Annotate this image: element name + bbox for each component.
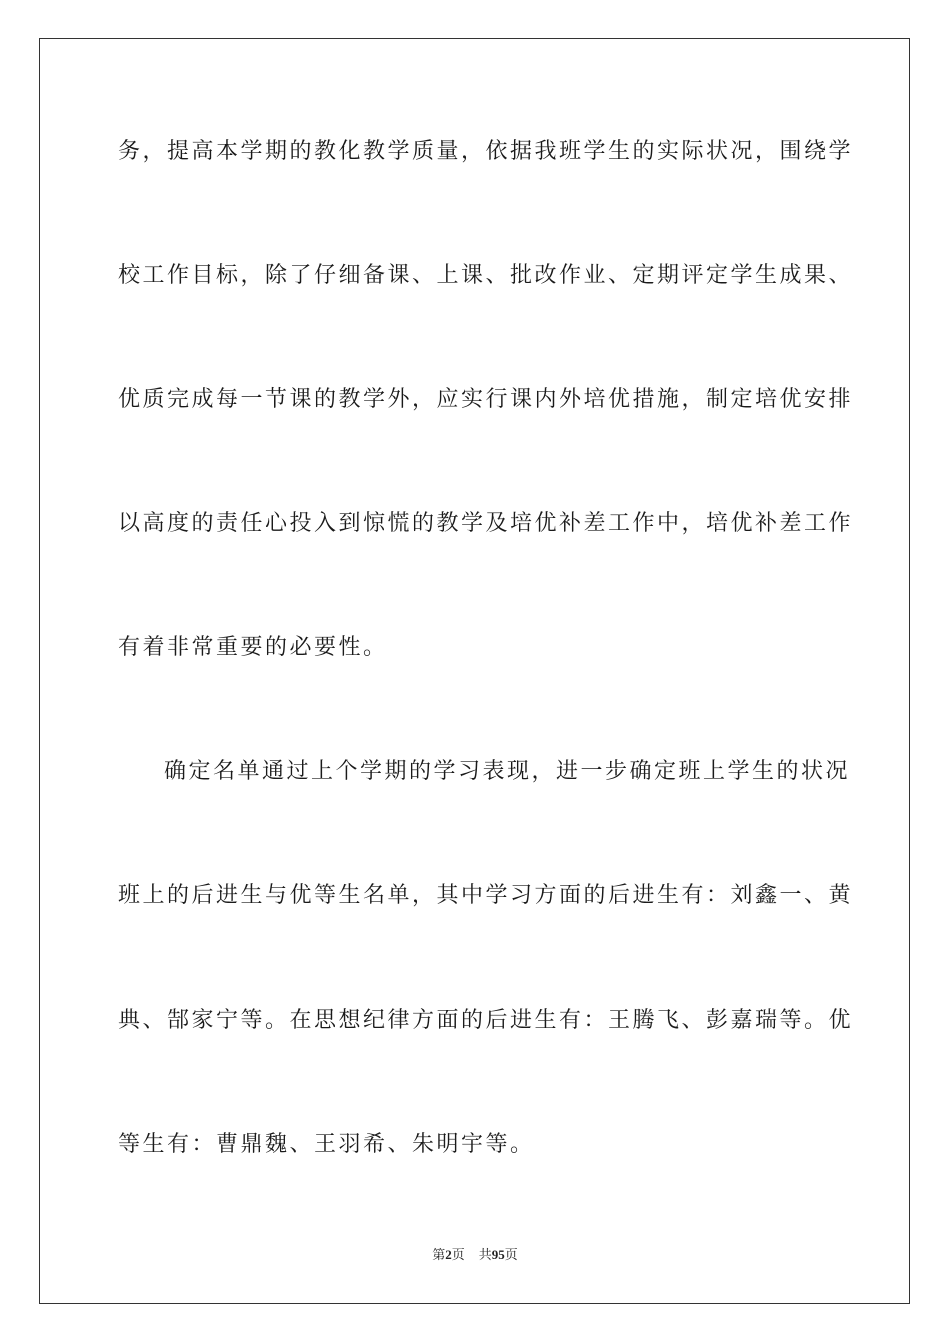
total-prefix: 共	[478, 1248, 492, 1263]
text-line: 典、郜家宁等。在思想纪律方面的后进生有：王腾飞、彭嘉瑞等。优	[118, 1008, 854, 1033]
page-footer	[0, 1246, 950, 1265]
total-pages: 95	[491, 1247, 505, 1262]
text-line: 校工作目标，除了仔细备课、上课、批改作业、定期评定学生成果、	[118, 263, 854, 288]
text-line: 优质完成每一节课的教学外，应实行课内外培优措施，制定培优安排	[118, 387, 854, 412]
text-line: 以高度的责任心投入到惊慌的教学及培优补差工作中，培优补差工作	[118, 511, 854, 536]
page-prefix: 第	[432, 1248, 446, 1263]
total-suffix: 页	[504, 1248, 518, 1263]
text-line: 等生有：曹鼎魏、王羽希、朱明宇等。	[118, 1132, 535, 1157]
text-line: 确定名单通过上个学期的学习表现，进一步确定班上学生的状况	[164, 759, 851, 784]
text-line: 有着非常重要的必要性。	[118, 635, 388, 660]
page-border	[39, 38, 910, 1304]
text-line: 务，提高本学期的教化教学质量，依据我班学生的实际状况，围绕学	[118, 139, 854, 164]
text-line: 班上的后进生与优等生名单，其中学习方面的后进生有：刘鑫一、黄	[118, 883, 854, 908]
page-number: 2	[445, 1247, 452, 1262]
page-suffix: 页	[451, 1248, 465, 1263]
